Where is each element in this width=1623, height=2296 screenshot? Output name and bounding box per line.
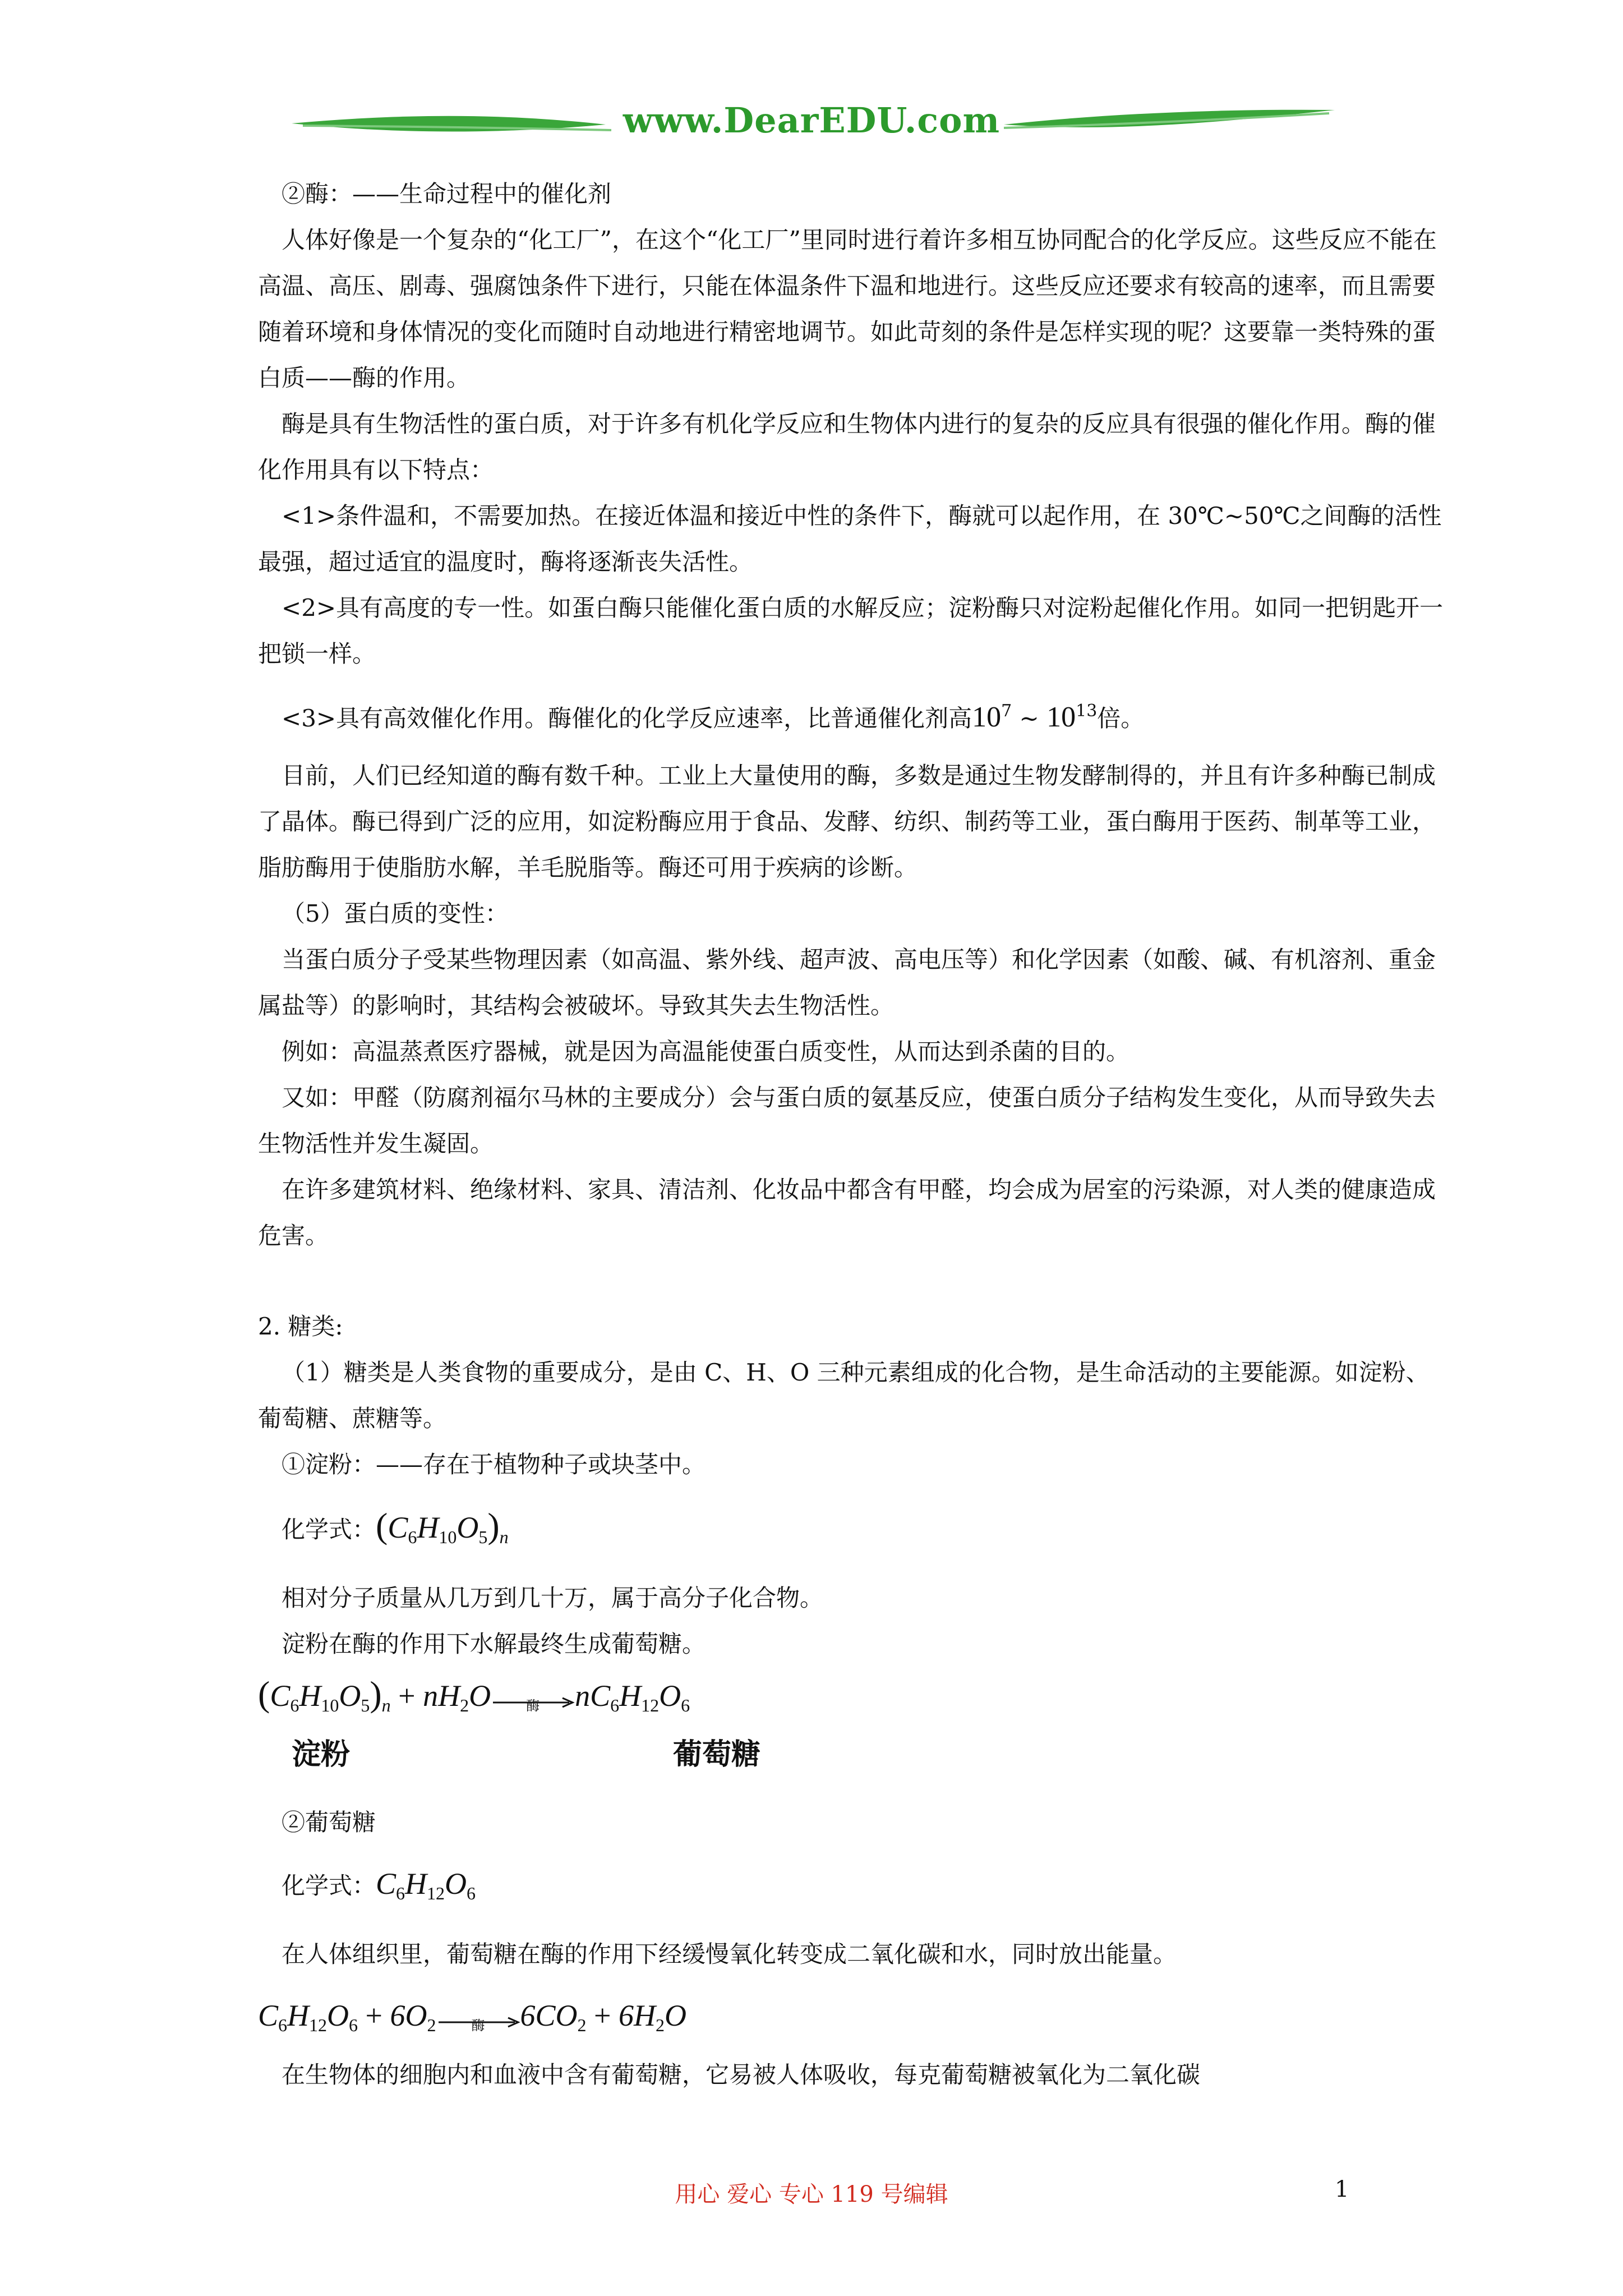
site-header-banner <box>0 90 1623 168</box>
point3-suffix: 倍。 <box>1097 705 1145 732</box>
paragraph-example-formaldehyde: 又如：甲醛（防腐剂福尔马林的主要成分）会与蛋白质的氨基反应，使蛋白质分子结构发生变化，从而导致失去生物活性并发生凝固。 <box>258 1084 1436 1157</box>
glucose-formula-line <box>258 1857 1447 1920</box>
enzyme-point-3 <box>258 688 1447 742</box>
starch-heading: ①淀粉：——存在于植物种子或块茎中。 <box>282 1451 706 1478</box>
power-2-exponent: 13 <box>1076 701 1098 721</box>
site-logo-text: www.DearEDU.com <box>623 100 1000 141</box>
enzyme-heading: ②酶：——生命过程中的催化剂 <box>282 180 612 208</box>
starch-formula: $(C_6H_{10}O_5)_n$ <box>376 1506 509 1547</box>
label-starch: 淀粉 <box>292 1737 351 1772</box>
paragraph-enzyme-definition: 酶是具有生物活性的蛋白质，对于许多有机化学反应和生物体内进行的复杂的反应具有很强的催化作用。酶的催化作用具有以下特点： <box>258 410 1436 484</box>
paragraph-chemical-factory: 人体好像是一个复杂的“化工厂”，在这个“化工厂”里同时进行着许多相互协同配合的化学反应。这些反应不能在高温、高压、剧毒、强腐蚀条件下进行，只能在体温条件下温和地进行。这些反应还要求有较高的速率，而且需要随着环境和身体情况的变化而随时自动地进行精密地调节。如此苛刻的条件是怎样实现的呢？这要靠一类特殊的蛋白质——酶的作用。 <box>258 226 1437 392</box>
power-1-exponent: 7 <box>1001 701 1012 721</box>
power-1-base: 10 <box>972 701 1002 733</box>
document-body <box>258 171 1447 2098</box>
page-number: 1 <box>1335 2177 1349 2202</box>
point3-text: <3>具有高效催化作用。酶催化的化学反应速率，比普通催化剂高 <box>282 705 972 732</box>
starch-hydrolysis-equation: $(C_6H_{10}O_5)_n + nH_2O$ 酶 $nC_6H_{12}O_6$ <box>258 1674 690 1715</box>
range-tilde: ~ <box>1012 705 1047 732</box>
power-2-base: 10 <box>1046 701 1076 733</box>
reaction-arrow: 酶 <box>491 1682 575 1716</box>
paragraph-sugars-intro: （1）糖类是人类食物的重要成分，是由 C、H、O 三种元素组成的化合物，是生命活动的主要能源。如淀粉、葡萄糖、蔗糖等。 <box>258 1359 1430 1432</box>
denaturation-heading: （5）蛋白质的变性： <box>282 900 509 927</box>
footer-slogan: 用心 爱心 专心 119 号编辑 <box>675 2182 948 2207</box>
paragraph-enzyme-applications: 目前，人们已经知道的酶有数千种。工业上大量使用的酶，多数是通过生物发酵制得的，并且有许多种酶已制成了晶体。酶已得到广泛的应用，如淀粉酶应用于食品、发酵、纺织、制药等工业，蛋白酶用于医药、制革等工业，脂肪酶用于使脂肪水解，羊毛脱脂等。酶还可用于疾病的诊断。 <box>258 762 1436 881</box>
starch-description: 相对分子质量从几万到几十万，属于高分子化合物。 <box>282 1584 824 1612</box>
enzyme-point-1: <1>条件温和，不需要加热。在接近体温和接近中性的条件下，酶就可以起作用，在 30℃~50℃之间酶的活性最强，超过适宜的温度时，酶将逐渐丧失活性。 <box>258 502 1442 576</box>
starch-formula-line <box>258 1499 1447 1564</box>
paragraph-example-sterilize: 例如：高温蒸煮医疗器械，就是因为高温能使蛋白质变性，从而达到杀菌的目的。 <box>282 1038 1130 1065</box>
paragraph-formaldehyde-sources: 在许多建筑材料、绝缘材料、家具、清洁剂、化妆品中都含有甲醛，均会成为居室的污染源，对人类的健康造成危害。 <box>258 1176 1436 1249</box>
glucose-oxidation-equation: $C_6H_{12}O_6 + 6O_2$ 酶 $6CO_2 + 6H_2O$ <box>258 1999 686 2035</box>
glucose-oxidation-description: 在人体组织里，葡萄糖在酶的作用下经缓慢氧化转变成二氧化碳和水，同时放出能量。 <box>282 1940 1177 1968</box>
glucose-heading: ②葡萄糖 <box>282 1809 376 1836</box>
glucose-absorption-line: 在生物体的细胞内和血液中含有葡萄糖，它易被人体吸收，每克葡萄糖被氧化为二氧化碳 <box>282 2061 1201 2088</box>
paragraph-denaturation: 当蛋白质分子受某些物理因素（如高温、紫外线、超声波、高电压等）和化学因素（如酸、碱、有机溶剂、重金属盐等）的影响时，其结构会被破坏。导致其失去生物活性。 <box>258 946 1436 1019</box>
starch-formula-label: 化学式： <box>282 1516 376 1543</box>
glucose-formula: $C_6H_{12}O_6$ <box>376 1867 476 1903</box>
starch-hydrolysis-description: 淀粉在酶的作用下水解最终生成葡萄糖。 <box>282 1630 706 1658</box>
enzyme-point-2: <2>具有高度的专一性。如蛋白酶只能催化蛋白质的水解反应；淀粉酶只对淀粉起催化作用。如同一把钥匙开一把锁一样。 <box>258 594 1444 668</box>
sugars-heading: 2. 糖类: <box>258 1313 343 1340</box>
equation-labels <box>258 1732 1447 1777</box>
reaction-arrow-2: 酶 <box>436 2002 520 2036</box>
label-glucose: 葡萄糖 <box>673 1737 761 1772</box>
glucose-formula-label: 化学式： <box>282 1872 376 1899</box>
